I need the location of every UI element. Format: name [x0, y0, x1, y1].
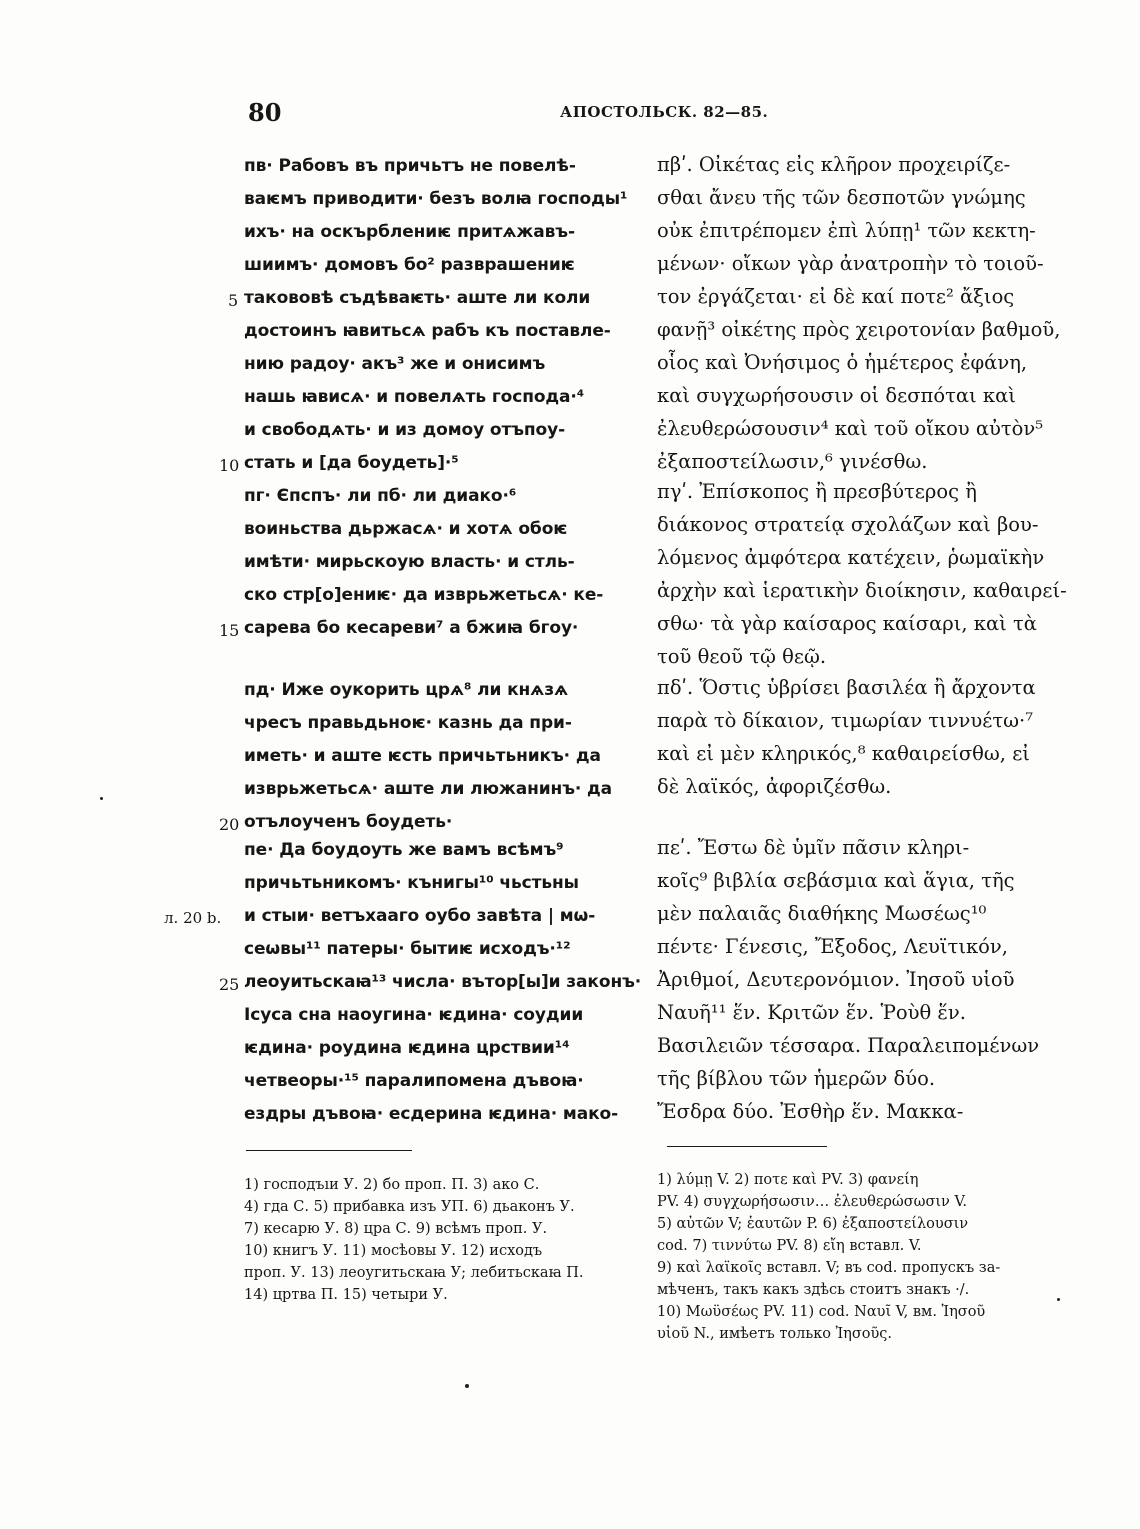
- greek-line: καὶ συγχωρήσουσιν οἱ δεσπόται καὶ: [657, 384, 1016, 407]
- slavonic-line: и свободѧть· и из домоу отъпоу-: [244, 420, 566, 440]
- footnote-rule-left: [246, 1150, 412, 1151]
- slavonic-line: леоуитьскаꙗ¹³ числа· вътор[ы]и законъ·: [244, 972, 642, 992]
- slavonic-line: ваѥмъ приводити· безъ волꙗ господы¹: [244, 189, 628, 209]
- greek-line: μὲν παλαιᾶς διαθήκης Μωσέως¹⁰: [657, 902, 987, 925]
- greek-line: πδʹ. Ὅστις ὑβρίσει βασιλέα ἢ ἄρχοντα: [657, 676, 1036, 699]
- line-number: 20: [219, 815, 240, 834]
- greek-line: φανῇ³ οἰκέτης πρὸς χειροτονίαν βαθμοῦ,: [657, 318, 1061, 341]
- greek-line: τοῦ θεοῦ τῷ θεῷ.: [657, 645, 827, 668]
- slavonic-line: сарева бо кесареви⁷ а бжиꙗ бгоу·: [244, 618, 579, 638]
- scan-speck: [100, 797, 103, 800]
- slavonic-line: иметь· и аште ѥсть причьтьникъ· да: [244, 746, 601, 766]
- greek-line: ἐλευθερώσουσιν⁴ καὶ τοῦ οἴκου αὐτὸν⁵: [657, 417, 1044, 440]
- greek-line: λόμενος ἀμφότερα κατέχειν, ῥωμαϊκὴν: [657, 546, 1045, 569]
- footnote-line: 10) Μωϋσέως PV. 11) cod. Ναυῖ V, вм. Ἰησοῦ: [657, 1304, 986, 1320]
- slavonic-line: пв· Рабовъ въ причьтъ не повелѣ-: [244, 156, 576, 176]
- footnote-line: υἱοῦ N., имѣетъ только Ἰησοῦς.: [657, 1326, 893, 1342]
- footnote-line: 1) λύμῃ V. 2) ποτε καὶ PV. 3) φανείη: [657, 1172, 919, 1188]
- slavonic-line: воиньства дьржасѧ· и хотѧ обоѥ: [244, 519, 568, 539]
- margin-note: л. 20 b.: [164, 909, 222, 927]
- greek-line: διάκονος στρατείᾳ σχολάζων καὶ βου-: [657, 513, 1039, 536]
- line-number: 15: [219, 621, 240, 640]
- slavonic-line: ско стр[о]ениѥ· да изврьжетьсѧ· ке-: [244, 585, 604, 605]
- slavonic-line: пе· Да боудоуть же вамъ всѣмъ⁹: [244, 840, 564, 860]
- running-head: АПОСТОЛЬСК. 82—85.: [560, 103, 769, 121]
- footnote-line: cod. 7) τιννύτω PV. 8) εἴη вставл. V.: [657, 1238, 922, 1254]
- footnote-line: 7) кесарю У. 8) цра С. 9) всѣмъ проп. У.: [244, 1221, 548, 1237]
- slavonic-line: причьтьникомъ· кънигы¹⁰ чьстьны: [244, 873, 579, 893]
- footnote-line: 1) господъıи У. 2) бо проп. П. 3) ако С.: [244, 1177, 540, 1193]
- greek-line: παρὰ τὸ δίκαιον, τιμωρίαν τιννυέτω·⁷: [657, 709, 1034, 732]
- footnote-line: мѣченъ, такъ какъ здѣсь стоитъ знакъ ·/.: [657, 1282, 970, 1298]
- greek-line: πέντε· Γένεσις, Ἔξοδος, Λευϊτικόν,: [657, 935, 1008, 958]
- footnote-line: 5) αὐτῶν V; ἑαυτῶν P. 6) ἐξαποστείλουσιν: [657, 1216, 969, 1232]
- greek-line: πεʹ. Ἔστω δὲ ὑμῖν πᾶσιν κληρι-: [657, 836, 970, 859]
- greek-line: Ναυῆ¹¹ ἕν. Κριτῶν ἕν. Ῥοὺθ ἕν.: [657, 1001, 966, 1024]
- footnote-line: 14) цртва П. 15) четыри У.: [244, 1287, 448, 1303]
- slavonic-line: стать и [да боудеть]·⁵: [244, 453, 459, 473]
- greek-line: Βασιλειῶν τέσσαρα. Παραλειπομένων: [657, 1034, 1040, 1057]
- greek-line: οἷος καὶ Ὀνήσιμος ὁ ἡμέτερος ἐφάνη,: [657, 351, 1028, 374]
- greek-line: ἐξαποστείλωσιν,⁶ γινέσθω.: [657, 450, 928, 473]
- greek-line: οὐκ ἐπιτρέπομεν ἐπὶ λύπῃ¹ τῶν κεκτη-: [657, 219, 1036, 242]
- slavonic-line: сеѡвы¹¹ патеры· бытиѥ исходъ·¹²: [244, 939, 571, 959]
- slavonic-line: нашь ꙗвисѧ· и повелѧть господа·⁴: [244, 387, 585, 407]
- greek-line: Ἔσδρα δύο. Ἐσθὴρ ἕν. Μακκα-: [657, 1100, 964, 1123]
- footnote-rule-right: [667, 1146, 827, 1147]
- greek-line: Ἀριθμοί, Δευτερονόμιον. Ἰησοῦ υἱοῦ: [657, 968, 1015, 991]
- slavonic-line: шиимъ· домовъ бо² разврашениѥ: [244, 255, 575, 275]
- greek-line: δὲ λαϊκός, ἀφοριζέσθω.: [657, 775, 892, 798]
- slavonic-line: чресъ правьдьноѥ· казнь да при-: [244, 713, 572, 733]
- slavonic-line: пг· Єпспъ· ли пб· ли диако·⁶: [244, 486, 517, 506]
- line-number: 5: [228, 291, 239, 310]
- slavonic-line: нию радоу· акъ³ же и онисимъ: [244, 354, 546, 374]
- slavonic-line: имѣти· мирьскоую власть· и стль-: [244, 552, 575, 572]
- footnote-line: 9) καὶ λαϊκοῖς вставл. V; въ cod. пропускъ за-: [657, 1260, 1001, 1276]
- slavonic-line: пд· Иже оукорить црѧ⁸ ли кнѧзѧ: [244, 680, 569, 700]
- page-number: 80: [248, 98, 282, 127]
- footnote-line: PV. 4) συγχωρήσωσιν… ἐλευθερώσωσιν V.: [657, 1194, 967, 1210]
- greek-line: σθαι ἄνευ τῆς τῶν δεσποτῶν γνώμης: [657, 186, 1026, 209]
- greek-line: μένων· οἴκων γὰρ ἀνατροπὴν τὸ τοιοῦ-: [657, 252, 1044, 275]
- slavonic-line: отълоученъ боудеть·: [244, 812, 453, 832]
- greek-line: πγʹ. Ἐπίσκοπος ἢ πρεσβύτερος ἢ: [657, 480, 977, 503]
- line-number: 10: [219, 456, 240, 475]
- slavonic-line: ѥдина· роудина ѥдина црствии¹⁴: [244, 1038, 570, 1058]
- slavonic-line: ихъ· на оскърблениѥ притѧжавъ-: [244, 222, 575, 242]
- line-number: 25: [219, 975, 240, 994]
- footnote-line: 4) гда С. 5) прибавка изъ УП. 6) дьаконъ У.: [244, 1199, 575, 1215]
- greek-line: σθω· τὰ γὰρ καίσαρος καίσαρι, καὶ τὰ: [657, 612, 1037, 635]
- footnote-line: проп. У. 13) леоугитьскаꙗ У; лебитьскаꙗ П.: [244, 1265, 584, 1281]
- greek-line: πβʹ. Οἰκέτας εἰς κλῆρον προχειρίζε-: [657, 153, 1011, 176]
- scan-speck: [465, 1384, 469, 1388]
- slavonic-line: Ісуса сна наоугина· ѥдина· соудии: [244, 1005, 584, 1025]
- slavonic-line: четвеоры·¹⁵ паралипомена дъвоꙗ·: [244, 1071, 584, 1091]
- greek-line: τῆς βίβλου τῶν ἡμερῶν δύο.: [657, 1067, 936, 1090]
- slavonic-line: ездры дъвоꙗ· есдерина ѥдина· мако-: [244, 1104, 619, 1124]
- greek-line: τον ἐργάζεται· εἰ δὲ καί ποτε² ἄξιος: [657, 285, 1015, 308]
- slavonic-line: такововѣ съдѣваѥть· аште ли коли: [244, 288, 591, 308]
- greek-line: καὶ εἰ μὲν κληρικός,⁸ καθαιρείσθω, εἰ: [657, 742, 1030, 765]
- greek-line: κοῖς⁹ βιβλία σεβάσμια καὶ ἅγια, τῆς: [657, 869, 1015, 892]
- slavonic-line: достоинъ ꙗвитьсѧ рабъ къ поставле-: [244, 321, 611, 341]
- footnote-line: 10) книгъ У. 11) мосѣовы У. 12) исходъ: [244, 1243, 543, 1259]
- slavonic-line: изврьжетьсѧ· аште ли люжанинъ· да: [244, 779, 613, 799]
- scan-speck: [1057, 1298, 1060, 1301]
- slavonic-line: и стыи· ветъхааго оубо завѣта | мѡ-: [244, 906, 596, 926]
- greek-line: ἀρχὴν καὶ ἱερατικὴν διοίκησιν, καθαιρεί-: [657, 579, 1067, 602]
